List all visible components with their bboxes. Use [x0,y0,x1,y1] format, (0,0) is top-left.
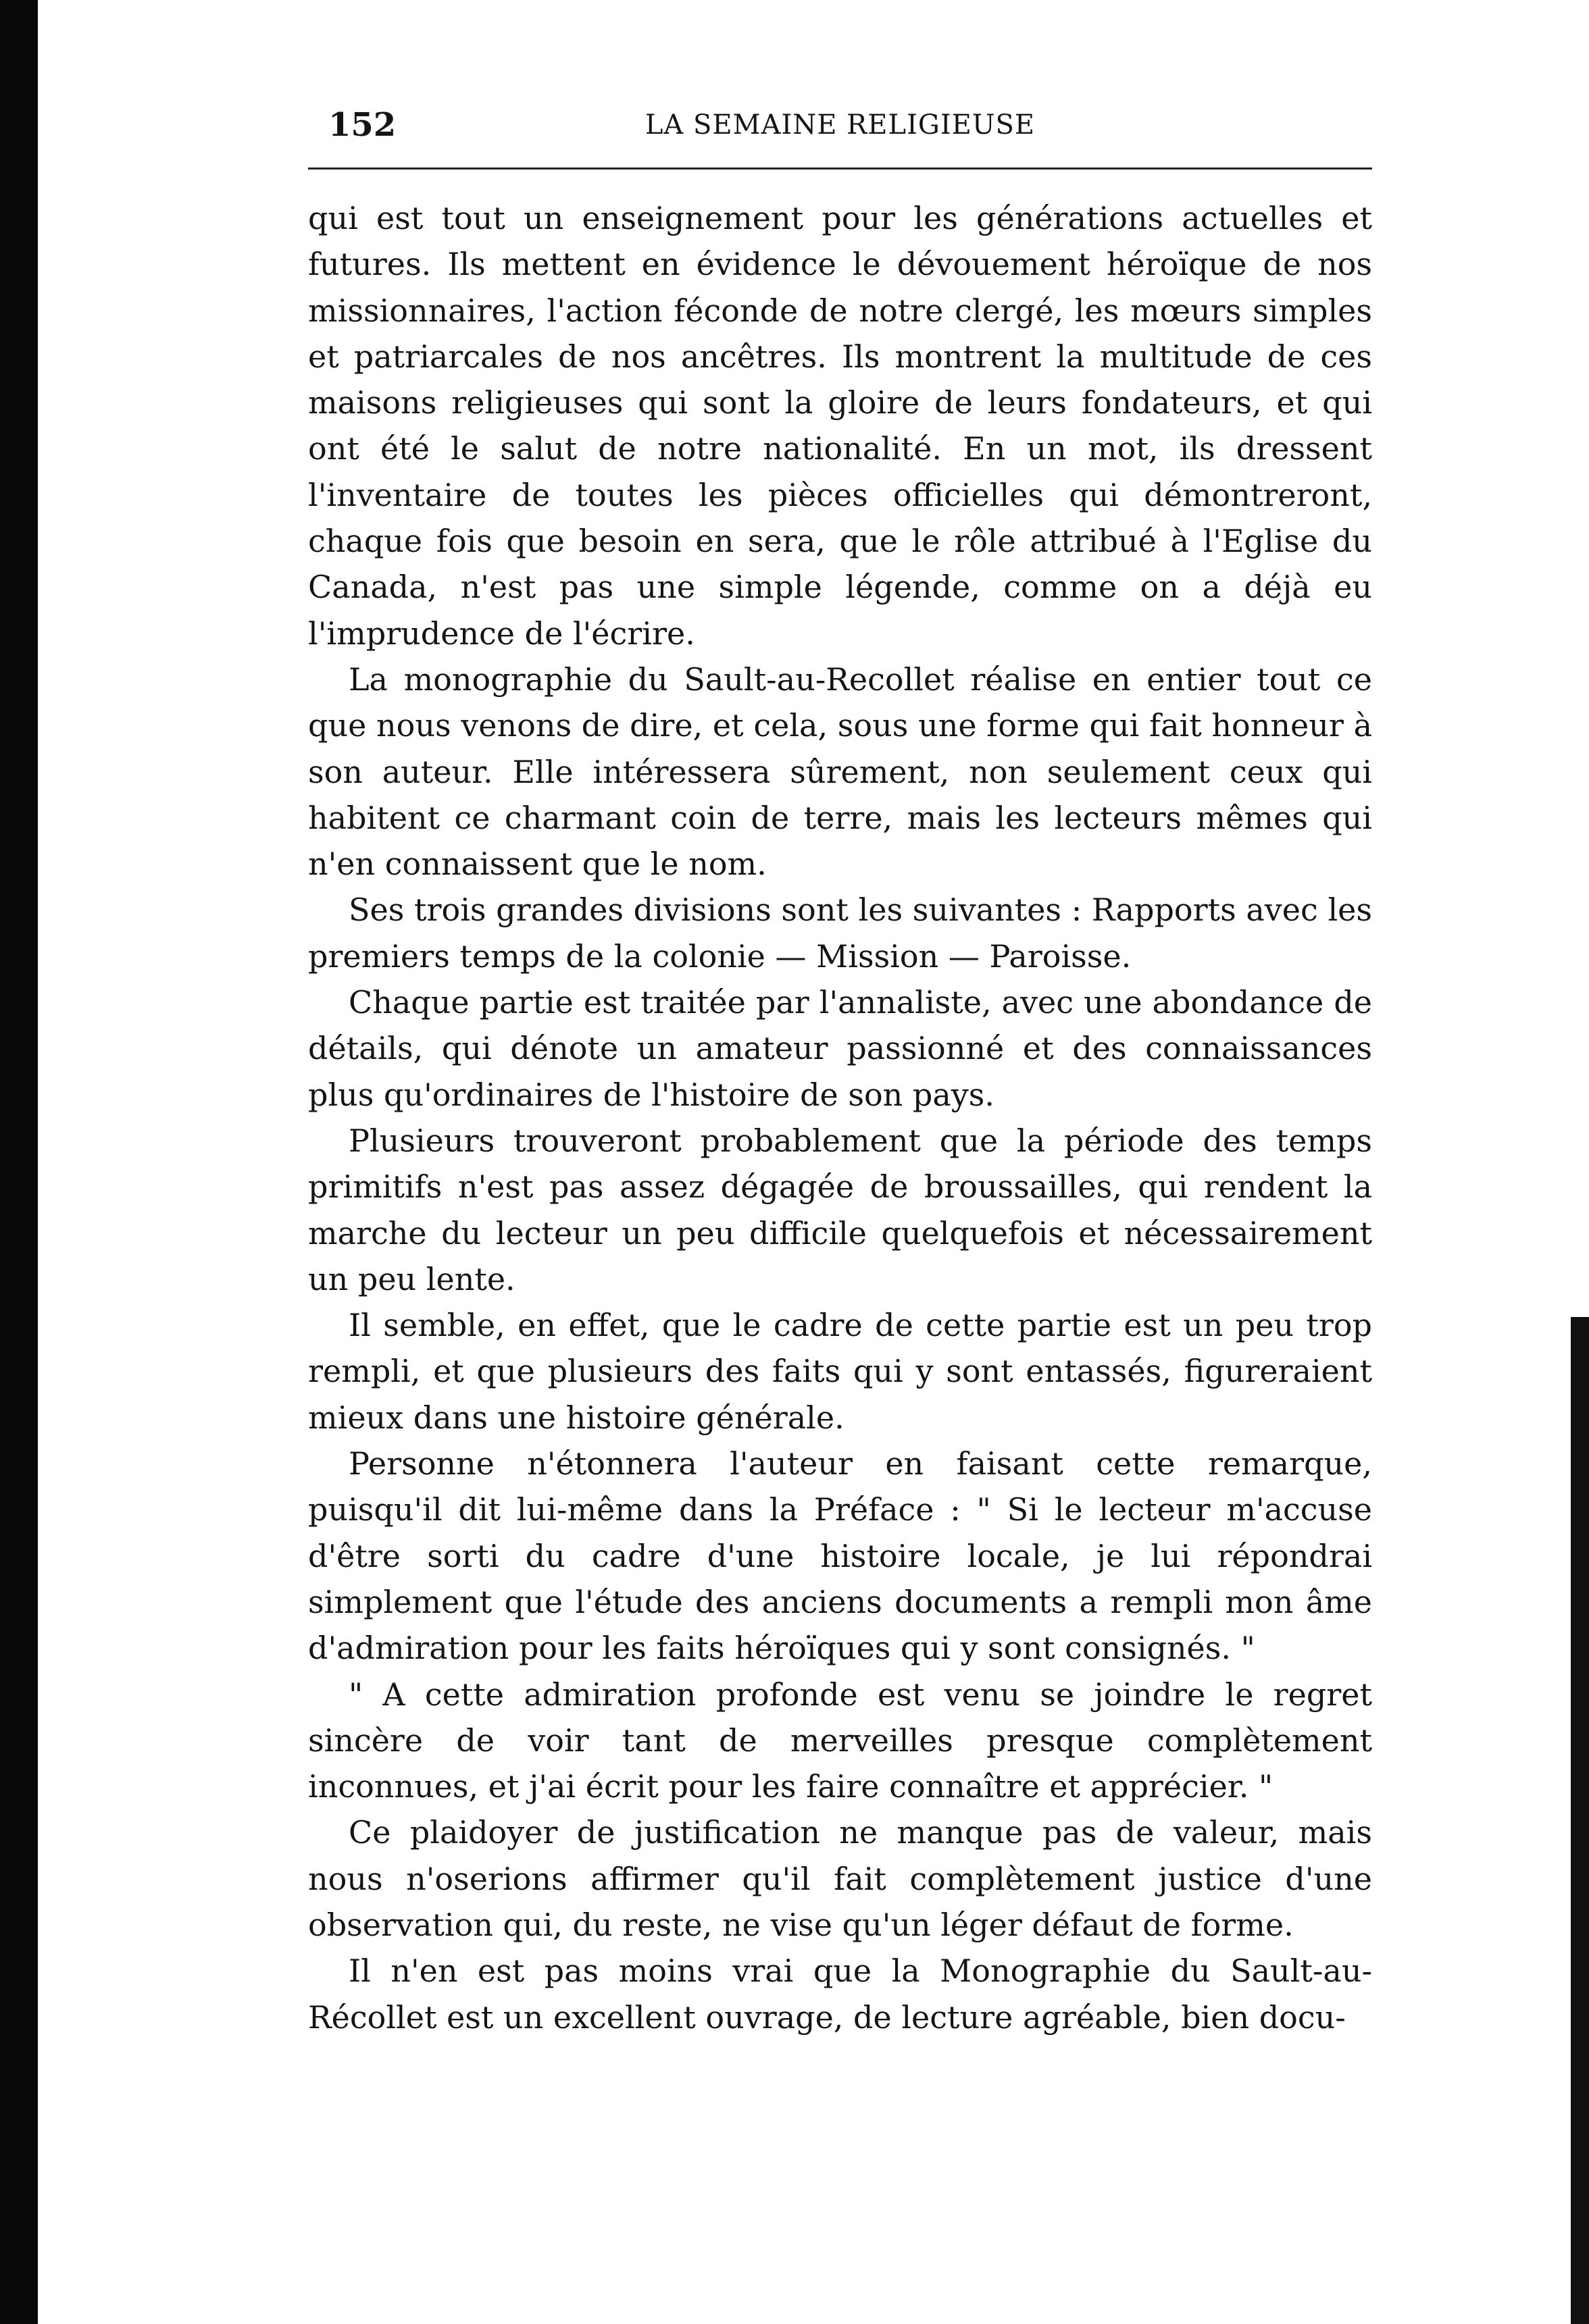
page-number: 152 [328,106,397,144]
paragraph: Plusieurs trouveront probablement que la période des temps primitifs n'est pas assez dégagée de broussailles, qui rendent la marche du lecteur un peu difficile quelquefois et nécessairement un peu lente. [308,1122,1372,1297]
paragraph: " A cette admiration profonde est venu se joindre le regret sincère de voir tant de merveilles presque complètement inconnues, et j'ai écrit pour les faire connaître et apprécier. " [308,1676,1372,1805]
scan-edge-right [1571,1317,1589,2324]
paragraph: Chaque partie est traitée par l'annaliste, avec une abondance de détails, qui dénote un amateur passionné et des connaissances plus qu'ordinaires de l'histoire de son pays. [308,984,1372,1113]
scan-edge-left [0,0,38,2324]
paragraph: Il n'en est pas moins vrai que la Monographie du Sault-au-Récollet est un excellent ouvrage, de lecture agréable, bien docu- [308,1953,1372,2036]
running-title: LA SEMAINE RELIGIEUSE [645,109,1036,140]
header-rule [308,167,1372,170]
paragraph: Ses trois grandes divisions sont les suivantes : Rapports avec les premiers temps de la colonie — Mission — Paroisse. [308,892,1372,975]
page-header [308,101,1372,149]
paragraph: La monographie du Sault-au-Recollet réalise en entier tout ce que nous venons de dire, et cela, sous une forme qui fait honneur à son auteur. Elle intéressera sûrement, non seulement ceux qui habitent ce charmant coin de terre, mais les lecteurs mêmes qui n'en connaissent que le nom. [308,661,1372,883]
document-page [308,101,1372,2040]
paragraph: Il semble, en effet, que le cadre de cette partie est un peu trop rempli, et que plusieurs des faits qui y sont entassés, figureraient mieux dans une histoire générale. [308,1307,1372,1436]
body-text [308,195,1372,2040]
paragraph: qui est tout un enseignement pour les générations actuelles et futures. Ils mettent en évidence le dévouement héroïque de nos missionnaires, l'action féconde de notre clergé, les mœurs simples et patriarcales de nos ancêtres. Ils montrent la multitude de ces maisons religieuses qui sont la gloire de leurs fondateurs, et qui ont été le salut de notre nationalité. En un mot, ils dressent l'inventaire de toutes les pièces officielles qui démontreront, chaque fois que besoin en sera, que le rôle attribué à l'Eglise du Canada, n'est pas une simple légende, comme on a déjà eu l'imprudence de l'écrire. [308,200,1372,652]
paragraph: Personne n'étonnera l'auteur en faisant cette remarque, puisqu'il dit lui-même dans la Préface : " Si le lecteur m'accuse d'être sorti du cadre d'une histoire locale, je lui répondrai simplement que l'étude des anciens documents a rempli mon âme d'admiration pour les faits héroïques qui y sont consignés. " [308,1445,1372,1667]
paragraph: Ce plaidoyer de justification ne manque pas de valeur, mais nous n'oserions affirmer qu'il fait complètement justice d'une observation qui, du reste, ne vise qu'un léger défaut de forme. [308,1814,1372,1943]
